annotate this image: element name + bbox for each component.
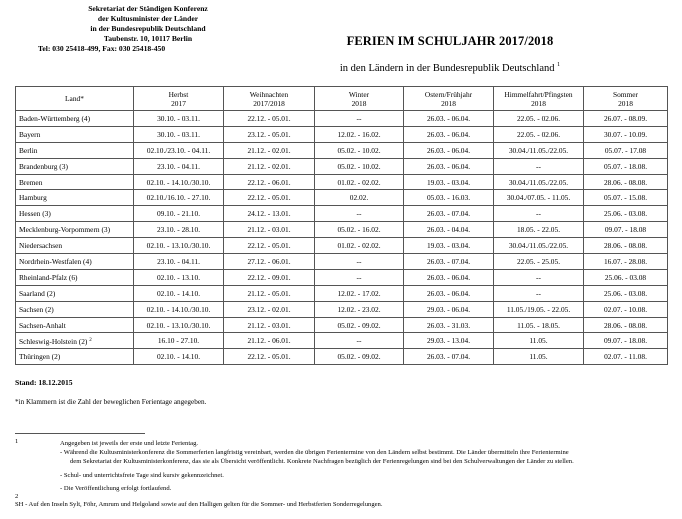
footnote-1-line-1: Angegeben ist jeweils der erste und letzte Ferientag. [60, 440, 199, 447]
winter-cell: -- [315, 111, 404, 127]
column-header-title: Land* [65, 94, 84, 103]
land-cell [16, 254, 134, 270]
land-name: Thüringen (2) [19, 352, 61, 362]
sommer-cell: 16.07. - 28.08. [584, 254, 668, 270]
land-name: Baden-Württemberg (4) [19, 113, 91, 123]
land-cell [16, 190, 134, 206]
sommer-cell: 28.06. - 08.08. [584, 174, 668, 190]
herbst-cell: 02.10. - 14.10. [134, 285, 224, 301]
winter-cell: 01.02. - 02.02. [315, 174, 404, 190]
land-cell [16, 301, 134, 317]
pfingsten-cell: -- [494, 269, 584, 285]
winter-cell: -- [315, 206, 404, 222]
land-cell [16, 126, 134, 142]
land-name: Sachsen (2) [19, 304, 54, 314]
herbst-cell: 02.10. - 14.10./30.10. [134, 301, 224, 317]
sommer-cell: 26.07. - 08.09. [584, 111, 668, 127]
movable-days-note: *in Klammern ist die Zahl der beweglichen Ferientage angegeben. [15, 398, 207, 406]
ostern-cell: 26.03. - 06.04. [404, 285, 494, 301]
column-header [134, 87, 224, 111]
ostern-cell: 26.03. - 06.04. [404, 126, 494, 142]
sommer-cell: 25.06. - 03.08. [584, 285, 668, 301]
ostern-cell: 26.03. - 31.03. [404, 317, 494, 333]
ostern-cell: 26.03. - 07.04. [404, 206, 494, 222]
column-header-title: Ostern/Frühjahr [424, 89, 473, 99]
land-name: Sachsen-Anhalt [19, 320, 66, 330]
weihnachten-cell: 22.12. - 09.01. [224, 269, 315, 285]
column-header-title: Sommer [612, 89, 639, 99]
pfingsten-cell: 30.04./11.05./22.05. [494, 174, 584, 190]
herbst-cell: 02.10./23.10. - 04.11. [134, 142, 224, 158]
footnote-2-marker: 2 [15, 493, 19, 500]
sommer-cell: 25.06. - 03.08. [584, 206, 668, 222]
winter-cell: 05.02. - 10.02. [315, 142, 404, 158]
pfingsten-cell: 18.05. - 22.05. [494, 222, 584, 238]
column-header [16, 87, 134, 111]
pfingsten-cell: -- [494, 158, 584, 174]
land-cell [16, 349, 134, 365]
column-header-title: Winter [348, 89, 370, 99]
land-name: Bremen [19, 177, 43, 187]
column-header-year: 2018 [441, 98, 456, 108]
sommer-cell: 09.07. - 18.08. [584, 333, 668, 349]
weihnachten-cell: 22.12. - 05.01. [224, 349, 315, 365]
subtitle-text: in den Ländern in der Bundesrepublik Deutschland [339, 63, 555, 74]
ostern-cell: 26.03. - 06.04. [404, 142, 494, 158]
sender-line-4: Taubenstr. 10, 10117 Berlin [103, 34, 193, 43]
land-name: Brandenburg (3) [19, 161, 68, 171]
pfingsten-cell: 11.05./19.05. - 22.05. [494, 301, 584, 317]
column-header-title: Weihnachten [249, 89, 289, 99]
table-row [16, 126, 668, 142]
weihnachten-cell: 27.12. - 06.01. [224, 254, 315, 270]
footnote-1-line-5: - Die Veröffentlichung erfolgt fortlaufend. [60, 485, 172, 492]
column-header-year: 2018 [531, 98, 546, 108]
land-name: Nordrhein-Westfalen (4) [19, 256, 92, 266]
winter-cell: 12.02. - 17.02. [315, 285, 404, 301]
ostern-cell: 29.03. - 13.04. [404, 333, 494, 349]
column-header-year: 2018 [618, 98, 633, 108]
page-title: FERIEN IM SCHULJAHR 2017/2018 [346, 34, 554, 48]
land-name: Bayern [19, 129, 41, 139]
column-header-year: 2017/2018 [253, 98, 285, 108]
table-row [16, 301, 668, 317]
table-row [16, 222, 668, 238]
land-name: Berlin [19, 145, 38, 155]
herbst-cell: 02.10. - 14.10. [134, 349, 224, 365]
ostern-cell: 26.03. - 06.04. [404, 269, 494, 285]
holiday-table [15, 86, 668, 365]
sommer-cell: 28.06. - 08.08. [584, 317, 668, 333]
land-cell [16, 174, 134, 190]
column-header-title: Himmelfahrt/Pfingsten [504, 89, 573, 99]
table-row [16, 190, 668, 206]
sender-line-1: Sekretariat der Ständigen Konferenz [88, 4, 208, 13]
weihnachten-cell: 22.12. - 06.01. [224, 174, 315, 190]
ostern-cell: 05.03. - 16.03. [404, 190, 494, 206]
winter-cell: -- [315, 254, 404, 270]
sommer-cell: 05.07. - 18.08. [584, 158, 668, 174]
weihnachten-cell: 24.12. - 13.01. [224, 206, 315, 222]
footnote-1-line-2: - Während die Kultusministerkonferenz die Sommerferien langfristig vereinbart, werden die übrigen Ferientermine von den Ländern selbst bestimmt. Die Länder übermitteln ihre Ferientermine [60, 449, 569, 456]
ostern-cell: 26.03. - 07.04. [404, 349, 494, 365]
table-row [16, 349, 668, 365]
herbst-cell: 02.10. - 13.10./30.10. [134, 317, 224, 333]
table-row [16, 206, 668, 222]
herbst-cell: 02.10. - 13.10./30.10. [134, 238, 224, 254]
sommer-cell: 28.06. - 08.08. [584, 238, 668, 254]
table-row [16, 238, 668, 254]
land-name: Schleswig-Holstein (2) [19, 336, 88, 346]
winter-cell: 12.02. - 23.02. [315, 301, 404, 317]
table-row [16, 317, 668, 333]
sommer-cell: 05.07. - 17.08 [584, 142, 668, 158]
table-header-row [16, 87, 668, 111]
winter-cell: -- [315, 333, 404, 349]
land-cell [16, 158, 134, 174]
weihnachten-cell: 21.12. - 05.01. [224, 285, 315, 301]
table-row [16, 111, 668, 127]
pfingsten-cell: 30.04./11.05./22.05. [494, 142, 584, 158]
winter-cell: 05.02. - 16.02. [315, 222, 404, 238]
pfingsten-cell: 30.04./11.05./22.05. [494, 238, 584, 254]
land-cell [16, 222, 134, 238]
sender-line-3: in der Bundesrepublik Deutschland [90, 24, 206, 33]
ostern-cell: 26.03. - 06.04. [404, 111, 494, 127]
sommer-cell: 25.06. - 03.08 [584, 269, 668, 285]
column-header-year: 2017 [171, 98, 186, 108]
land-cell [16, 206, 134, 222]
herbst-cell: 23.10. - 28.10. [134, 222, 224, 238]
herbst-cell: 09.10. - 21.10. [134, 206, 224, 222]
winter-cell: 05.02. - 09.02. [315, 349, 404, 365]
weihnachten-cell: 22.12. - 05.01. [224, 238, 315, 254]
column-header [494, 87, 584, 111]
footnote-1-marker: 1 [15, 438, 19, 445]
weihnachten-cell: 21.12. - 06.01. [224, 333, 315, 349]
land-cell [16, 238, 134, 254]
footnote-1-line-3: dem Sekretariat der Kultusministerkonferenz, das sie als Übersicht veröffentlicht. Konkrete Nachfragen bezüglich der Ferienregelungen sind bei den Schulverwaltungen der Länder zu stellen. [70, 458, 574, 465]
herbst-cell: 23.10. - 04.11. [134, 254, 224, 270]
sommer-cell: 02.07. - 11.08. [584, 349, 668, 365]
table-row [16, 254, 668, 270]
winter-cell: 12.02. - 16.02. [315, 126, 404, 142]
stand-date: Stand: 18.12.2015 [15, 378, 73, 387]
pfingsten-cell: 30.04./07.05. - 11.05. [494, 190, 584, 206]
pfingsten-cell: 22.05. - 02.06. [494, 111, 584, 127]
subtitle-footnote-marker: 1 [557, 62, 561, 68]
column-header-year: 2018 [351, 98, 367, 108]
ostern-cell: 26.03. - 06.04. [404, 158, 494, 174]
sender-phone-fax: Tel: 030 25418-499, Fax: 030 25418-450 [38, 44, 166, 53]
land-name: Niedersachsen [19, 241, 63, 251]
land-cell [16, 142, 134, 158]
land-name: Hamburg [19, 193, 47, 203]
page-subtitle [300, 62, 600, 74]
table-row [16, 333, 668, 349]
herbst-cell: 30.10. - 03.11. [134, 111, 224, 127]
winter-cell: 01.02. - 02.02. [315, 238, 404, 254]
table-row [16, 285, 668, 301]
weihnachten-cell: 21.12. - 02.01. [224, 142, 315, 158]
ostern-cell: 26.03. - 07.04. [404, 254, 494, 270]
sommer-cell: 09.07. - 18.08 [584, 222, 668, 238]
land-cell [16, 269, 134, 285]
winter-cell: 02.02. [315, 190, 404, 206]
winter-cell: -- [315, 269, 404, 285]
sommer-cell: 05.07. - 15.08. [584, 190, 668, 206]
herbst-cell: 30.10. - 03.11. [134, 126, 224, 142]
land-cell [16, 317, 134, 333]
column-header [224, 87, 315, 111]
weihnachten-cell: 23.12. - 02.01. [224, 301, 315, 317]
ostern-cell: 19.03. - 03.04. [404, 174, 494, 190]
weihnachten-cell: 22.12. - 05.01. [224, 111, 315, 127]
herbst-cell: 23.10. - 04.11. [134, 158, 224, 174]
pfingsten-cell: 11.05. [494, 349, 584, 365]
footnote-2-line-1: SH - Auf den Inseln Sylt, Föhr, Amrum und Helgoland sowie auf den Halligen gelten für die Sommer- und Herbstferien Sonderregelungen. [15, 501, 383, 508]
pfingsten-cell: 22.05. - 25.05. [494, 254, 584, 270]
pfingsten-cell: 22.05. - 02.06. [494, 126, 584, 142]
weihnachten-cell: 23.12. - 05.01. [224, 126, 315, 142]
sender-line-2: der Kultusminister der Länder [97, 14, 199, 23]
ostern-cell: 26.03. - 04.04. [404, 222, 494, 238]
ostern-cell: 29.03. - 06.04. [404, 301, 494, 317]
weihnachten-cell: 21.12. - 03.01. [224, 317, 315, 333]
footnote-1-line-4: - Schul- und unterrichtsfreie Tage sind kursiv gekennzeichnet. [60, 472, 224, 479]
land-cell [16, 111, 134, 127]
herbst-cell: 02.10. - 13.10. [134, 269, 224, 285]
winter-cell: 05.02. - 10.02. [315, 158, 404, 174]
sommer-cell: 02.07. - 10.08. [584, 301, 668, 317]
land-cell [16, 333, 134, 349]
table-row [16, 269, 668, 285]
column-header [404, 87, 494, 111]
table-row [16, 158, 668, 174]
ostern-cell: 19.03. - 03.04. [404, 238, 494, 254]
footnote-divider [15, 433, 145, 434]
land-name: Hessen (3) [19, 209, 51, 219]
land-name: Saarland (2) [19, 288, 56, 298]
herbst-cell: 02.10. - 14.10./30.10. [134, 174, 224, 190]
table-row [16, 174, 668, 190]
land-cell [16, 285, 134, 301]
land-name: Rheinland-Pfalz (6) [19, 272, 78, 282]
herbst-cell: 16.10 - 27.10. [134, 333, 224, 349]
column-header [584, 87, 668, 111]
weihnachten-cell: 21.12. - 02.01. [224, 158, 315, 174]
pfingsten-cell: -- [494, 285, 584, 301]
sommer-cell: 30.07. - 10.09. [584, 126, 668, 142]
winter-cell: 05.02. - 09.02. [315, 317, 404, 333]
column-header-title: Herbst [168, 89, 189, 99]
weihnachten-cell: 21.12. - 03.01. [224, 222, 315, 238]
land-footnote-marker: 2 [89, 337, 92, 343]
weihnachten-cell: 22.12. - 05.01. [224, 190, 315, 206]
herbst-cell: 02.10./16.10. - 27.10. [134, 190, 224, 206]
pfingsten-cell: 11.05. [494, 333, 584, 349]
pfingsten-cell: 11.05. - 18.05. [494, 317, 584, 333]
sender-address [38, 4, 258, 54]
table-row [16, 142, 668, 158]
land-name: Mecklenburg-Vorpommern (3) [19, 225, 111, 235]
column-header [315, 87, 404, 111]
pfingsten-cell: -- [494, 206, 584, 222]
